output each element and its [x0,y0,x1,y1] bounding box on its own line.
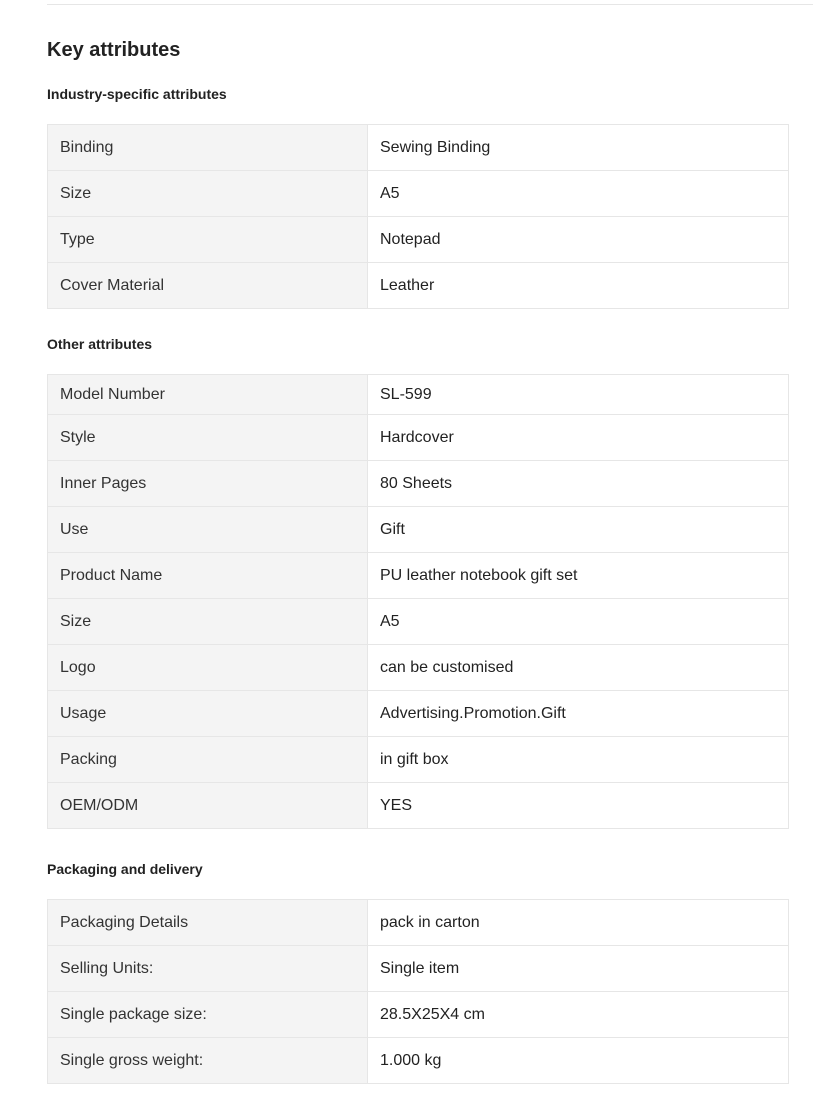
attribute-name: Product Name [48,553,368,599]
attribute-name: Style [48,415,368,461]
attribute-value: Advertising.Promotion.Gift [368,691,789,737]
table-row [48,125,789,171]
attribute-name: Use [48,507,368,553]
attribute-name: Type [48,217,368,263]
table-row [48,461,789,507]
attribute-value: Gift [368,507,789,553]
table-row [48,946,789,992]
attribute-value: Hardcover [368,415,789,461]
attribute-value: in gift box [368,737,789,783]
attribute-name: Size [48,171,368,217]
table-row [48,645,789,691]
attribute-name: Binding [48,125,368,171]
attribute-name: Selling Units: [48,946,368,992]
page-title: Key attributes [47,39,181,61]
table-row [48,900,789,946]
attribute-name: Single package size: [48,992,368,1038]
table-row [48,375,789,415]
table-row [48,599,789,645]
attribute-name: Single gross weight: [48,1038,368,1084]
attribute-value: Single item [368,946,789,992]
table-row [48,217,789,263]
table-row [48,992,789,1038]
top-divider [47,4,813,5]
attribute-name: Inner Pages [48,461,368,507]
industry-attributes-table [47,124,789,309]
table-row [48,691,789,737]
table-row [48,263,789,309]
section-title-industry-specific-attributes: Industry-specific attributes [47,86,227,102]
attribute-name: Cover Material [48,263,368,309]
table-row [48,507,789,553]
attribute-name: Logo [48,645,368,691]
attribute-value: A5 [368,599,789,645]
section-title-other-attributes: Other attributes [47,336,153,352]
attribute-value: Notepad [368,217,789,263]
table-row [48,171,789,217]
attribute-name: Model Number [48,375,368,415]
table-row [48,553,789,599]
attribute-name: Packaging Details [48,900,368,946]
packaging-attributes-table [47,899,789,1084]
attribute-name: Usage [48,691,368,737]
attribute-value: Sewing Binding [368,125,789,171]
attribute-value: A5 [368,171,789,217]
table-row [48,415,789,461]
attribute-value: pack in carton [368,900,789,946]
attribute-value: can be customised [368,645,789,691]
attribute-value: 1.000 kg [368,1038,789,1084]
table-row [48,783,789,829]
table-row [48,1038,789,1084]
attribute-value: PU leather notebook gift set [368,553,789,599]
attribute-name: Size [48,599,368,645]
table-row [48,737,789,783]
attribute-value: YES [368,783,789,829]
section-title-packaging-and-delivery: Packaging and delivery [47,861,203,877]
attribute-value: 80 Sheets [368,461,789,507]
attribute-name: OEM/ODM [48,783,368,829]
attribute-value: SL-599 [368,375,789,415]
attribute-value: 28.5X25X4 cm [368,992,789,1038]
other-attributes-table [47,374,789,829]
attribute-value: Leather [368,263,789,309]
attribute-name: Packing [48,737,368,783]
